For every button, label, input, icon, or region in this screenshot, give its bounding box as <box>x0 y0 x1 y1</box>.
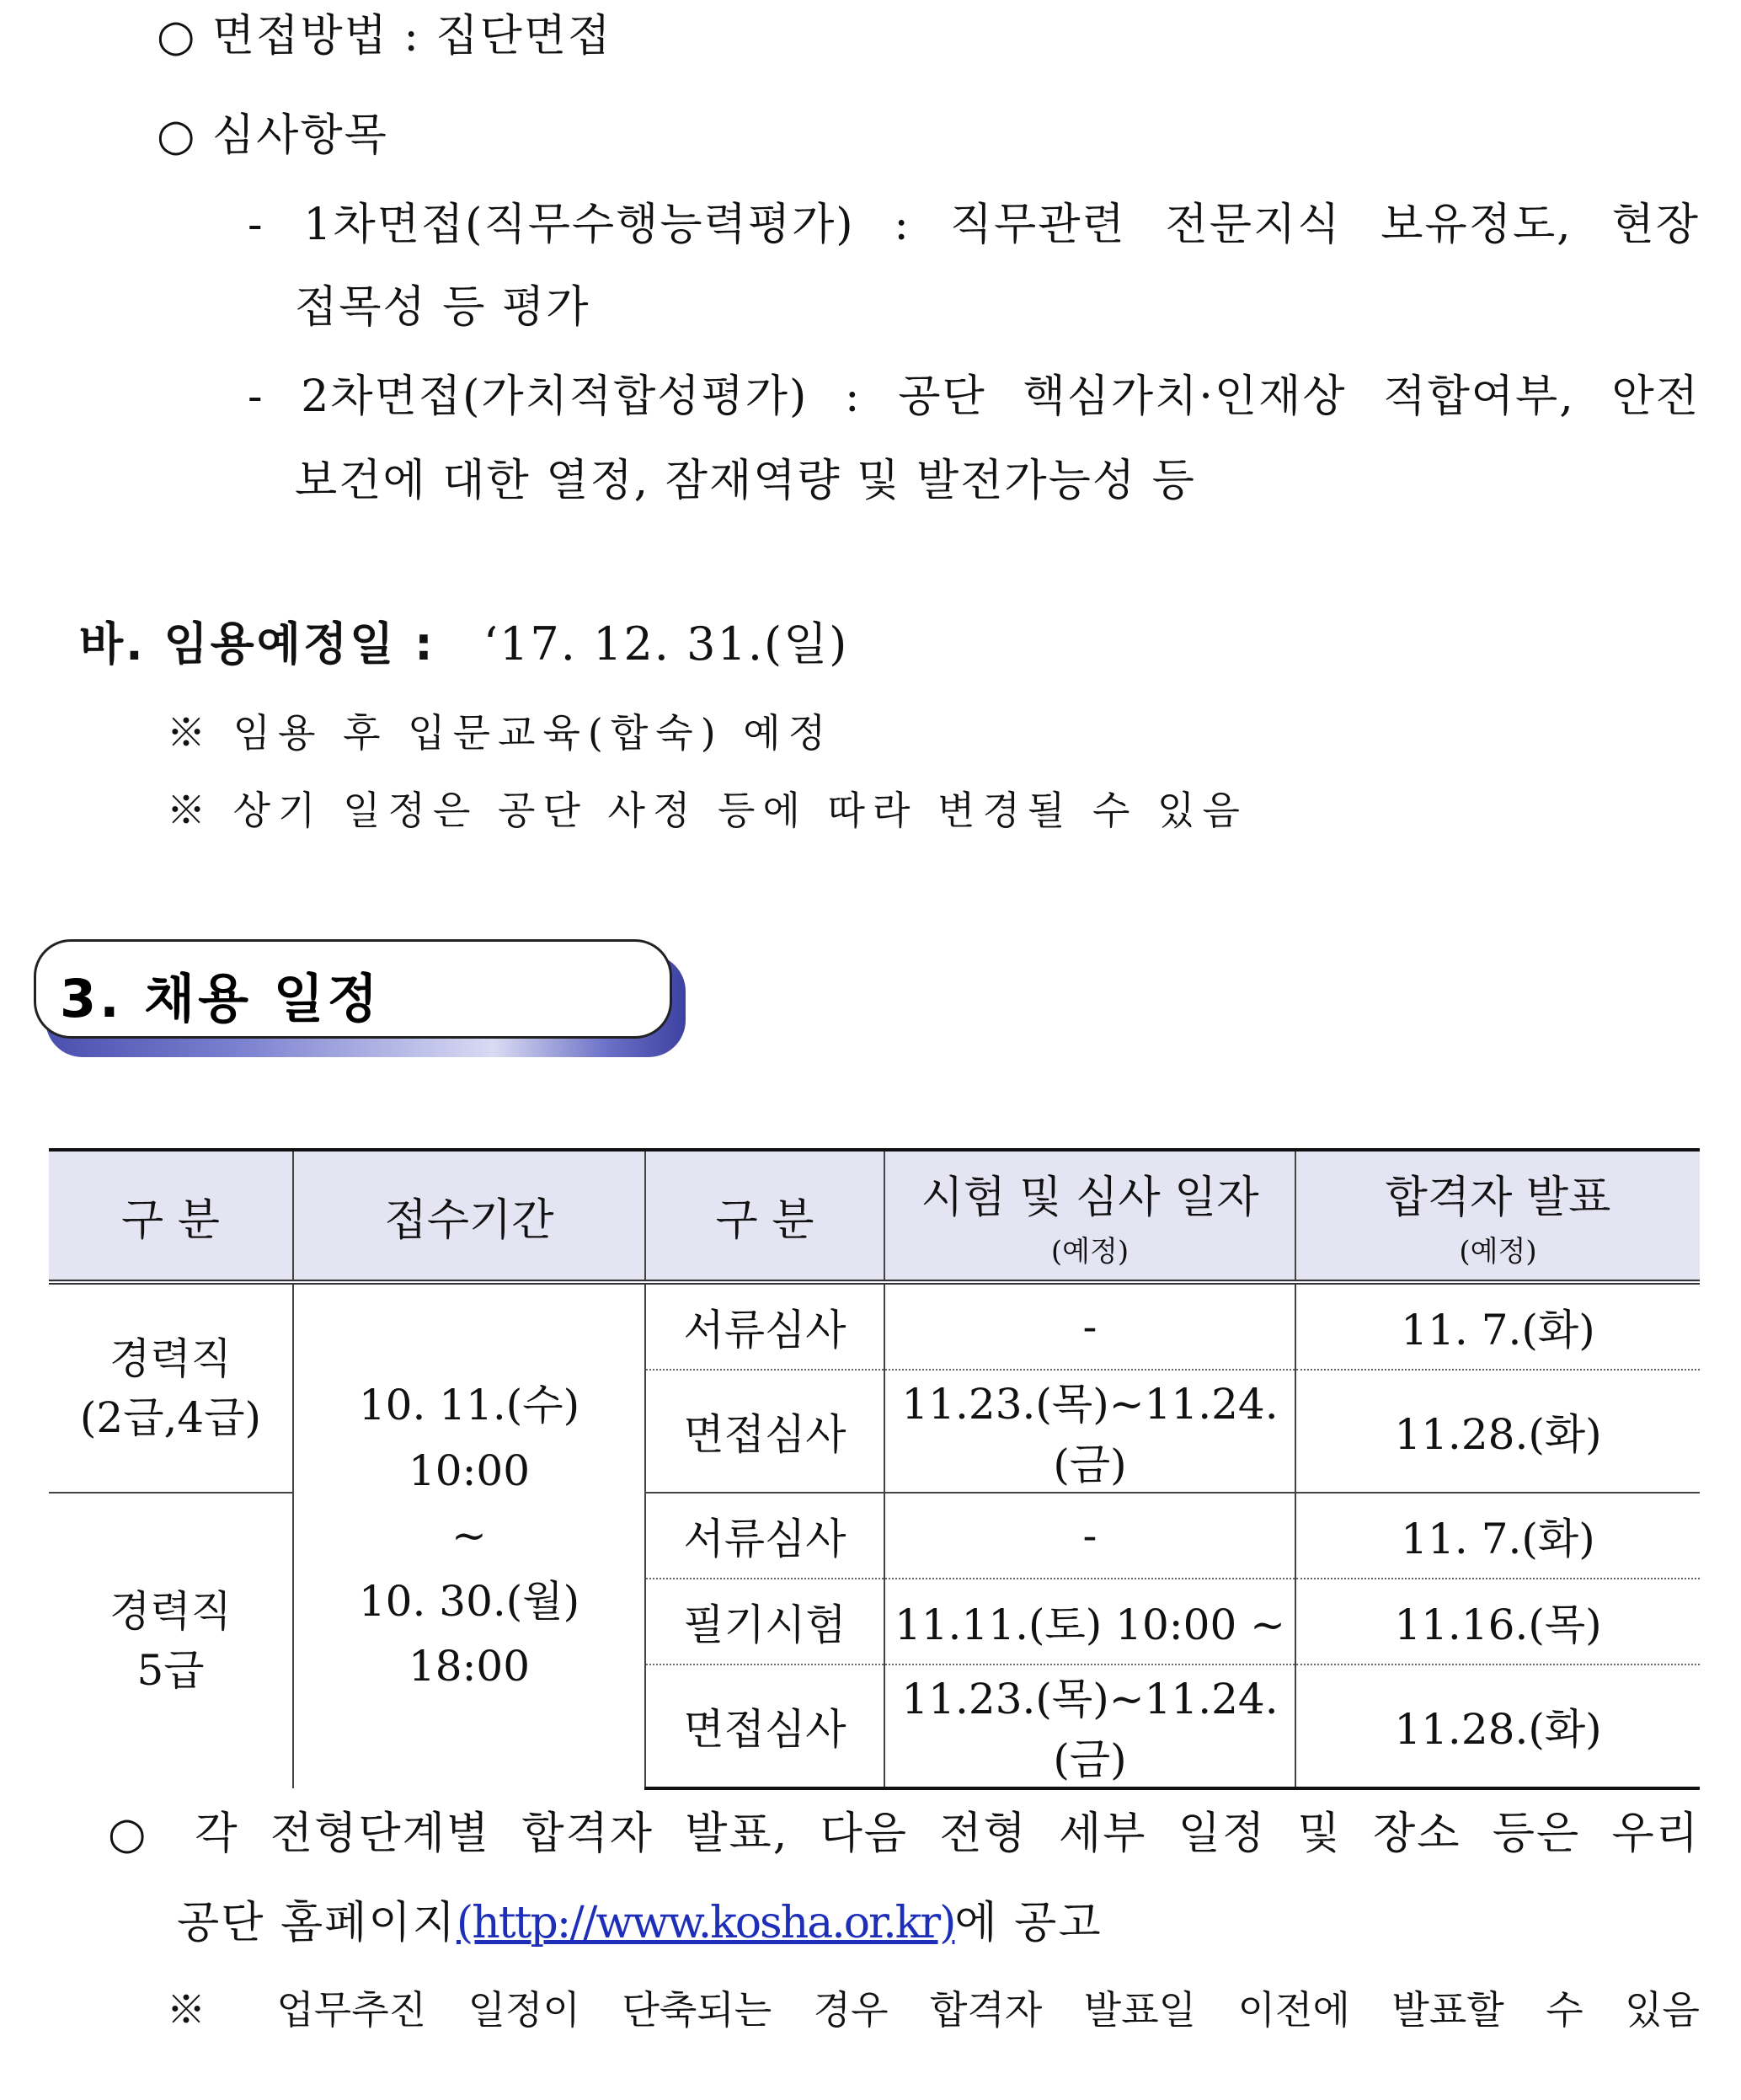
stage-cell: 필기시험 <box>645 1579 884 1665</box>
application-period: 10. 11.(수) 10:00 ~ 10. 30.(월) 18:00 <box>293 1282 645 1788</box>
criteria-item-1: - 1차면접(직무수행능력평가) : 직무관련 전문지식 보유정도, 현장 <box>248 200 1700 250</box>
group-2-name: 경력직 5급 <box>49 1493 293 1788</box>
criteria-title: ○ 심사항목 <box>157 110 388 161</box>
criteria-item-1-cont: 접목성 등 평가 <box>295 282 590 333</box>
stage-cell: 면접심사 <box>645 1370 884 1493</box>
header-exam-date <box>884 1150 1295 1282</box>
result-date-cell: 11.28.(화) <box>1295 1665 1700 1788</box>
stage-cell: 서류심사 <box>645 1282 884 1370</box>
criteria-item-2-cont: 보건에 대한 열정, 잠재역량 및 발전가능성 등 <box>295 456 1196 506</box>
notice-note: ※ 업무추진 일정이 단축되는 경우 합격자 발표일 이전에 발표할 수 있음 <box>167 1987 1700 2033</box>
appointment-label: 바. 임용예정일 : <box>79 617 435 671</box>
notice-suffix: 에 공고 <box>954 1898 1103 1948</box>
notice-line-1: ○ 각 전형단계별 합격자 발표, 다음 전형 세부 일정 및 장소 등은 우리 <box>108 1809 1700 1859</box>
table-row <box>49 1282 1700 1370</box>
exam-date-cell: 11.11.(토) 10:00 ~ <box>884 1579 1295 1665</box>
notice-line-2 <box>177 1887 1103 1950</box>
result-date-cell: 11.28.(화) <box>1295 1370 1700 1493</box>
section-heading <box>34 939 674 1042</box>
appointment-note-1: ※ 임용 후 입문교육(합숙) 예정 <box>167 710 834 756</box>
header-exam-date-label: 시험 및 심사 일자 <box>921 1173 1259 1223</box>
appointment-date: ‘17. 12. 31.(일) <box>483 617 849 671</box>
exam-date-cell: - <box>884 1493 1295 1579</box>
result-date-cell: 11.16.(목) <box>1295 1579 1700 1665</box>
header-result-note: (예정) <box>1459 1235 1537 1269</box>
header-exam-date-note: (예정) <box>1050 1235 1130 1269</box>
exam-date-cell: 11.23.(목)~11.24.(금) <box>884 1370 1295 1493</box>
criteria-item-2: - 2차면접(가치적합성평가) : 공단 핵심가치·인재상 적합여부, 안전 <box>248 371 1700 422</box>
table-header-row <box>49 1150 1700 1282</box>
header-category: 구 분 <box>49 1150 293 1282</box>
header-result <box>1295 1150 1700 1282</box>
homepage-link[interactable]: (http://www.kosha.or.kr) <box>456 1898 955 1948</box>
interview-method: ○ 면접방법 : 집단면접 <box>157 11 612 61</box>
appointment-note-2: ※ 상기 일정은 공단 사정 등에 따라 변경될 수 있음 <box>167 788 1247 833</box>
exam-date-cell: 11.23.(목)~11.24.(금) <box>884 1665 1295 1788</box>
exam-date-cell: - <box>884 1282 1295 1370</box>
header-stage: 구 분 <box>645 1150 884 1282</box>
appointment-row <box>79 608 848 673</box>
stage-cell: 면접심사 <box>645 1665 884 1788</box>
result-date-cell: 11. 7.(화) <box>1295 1282 1700 1370</box>
header-period: 접수기간 <box>293 1150 645 1282</box>
group-1-name: 경력직 (2급,4급) <box>49 1282 293 1493</box>
notice-prefix: 공단 홈페이지 <box>177 1898 457 1948</box>
section-title: 3. 채용 일정 <box>60 968 382 1029</box>
schedule-table <box>49 1148 1700 1790</box>
section-heading-box <box>34 939 672 1039</box>
header-result-label: 합격자 발표 <box>1385 1173 1611 1223</box>
stage-cell: 서류심사 <box>645 1493 884 1579</box>
result-date-cell: 11. 7.(화) <box>1295 1493 1700 1579</box>
